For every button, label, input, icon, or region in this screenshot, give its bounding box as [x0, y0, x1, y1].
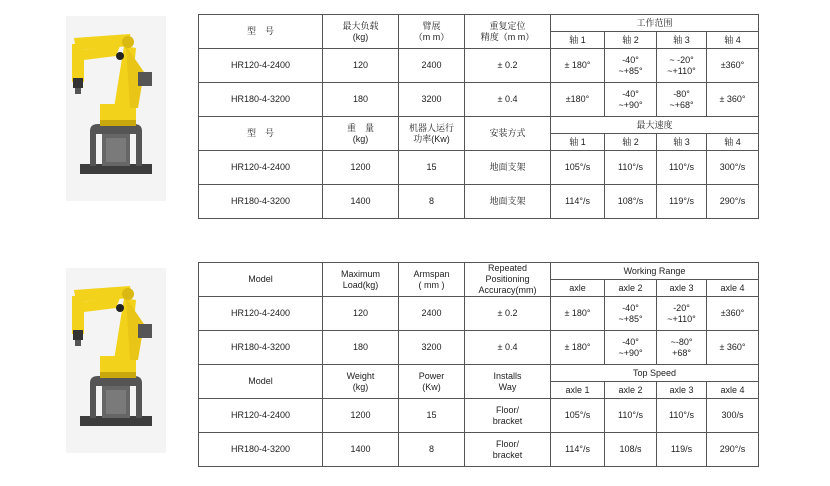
axis-header: 轴 3: [657, 32, 707, 49]
axis-header: 轴 3: [657, 134, 707, 151]
speed-cell: 300°/s: [707, 151, 759, 185]
axis-cell: -80° ~+68°: [657, 83, 707, 117]
table-row: [199, 185, 759, 219]
install-header: Installs Way: [465, 365, 551, 399]
palletizing-robot-image-top: [66, 16, 166, 201]
axis-cell: ± 180°: [551, 297, 605, 331]
speed-cell: 290°/s: [707, 433, 759, 467]
max-load-header: Maximum Load(kg): [323, 263, 399, 297]
accuracy-cell: ± 0.2: [465, 49, 551, 83]
speed-cell: 119/s: [657, 433, 707, 467]
load-cell: 120: [323, 49, 399, 83]
speed-cell: 290°/s: [707, 185, 759, 219]
speed-cell: 105°/s: [551, 151, 605, 185]
power-header: Power (Kw): [399, 365, 465, 399]
table-row: [199, 83, 759, 117]
axis-cell: ±180°: [551, 83, 605, 117]
power-cell: 8: [399, 433, 465, 467]
power-cell: 15: [399, 151, 465, 185]
axis-header: 轴 2: [605, 32, 657, 49]
axis-cell: -40° ~+90°: [605, 83, 657, 117]
working-range-header: Working Range: [551, 263, 759, 280]
install-cell: 地面支架: [465, 151, 551, 185]
weight-cell: 1200: [323, 151, 399, 185]
model-cell: HR120-4-2400: [199, 49, 323, 83]
axis-header: axle 2: [605, 382, 657, 399]
speed-cell: 110°/s: [605, 151, 657, 185]
model-cell: HR120-4-2400: [199, 151, 323, 185]
armspan-header: Armspan ( mm ): [399, 263, 465, 297]
top-speed-header: 最大速度: [551, 117, 759, 134]
axis-header: 轴 1: [551, 134, 605, 151]
accuracy-cell: ± 0.2: [465, 297, 551, 331]
working-range-header: 工作范围: [551, 15, 759, 32]
header-row: [199, 117, 759, 134]
weight-header: 重 量 (kg): [323, 117, 399, 151]
axis-cell: ± 360°: [707, 83, 759, 117]
install-cell: 地面支架: [465, 185, 551, 219]
model-cell: HR180-4-3200: [199, 433, 323, 467]
model-cell: HR180-4-3200: [199, 185, 323, 219]
armspan-header: 臂展 （m m）: [399, 15, 465, 49]
table-row: [199, 399, 759, 433]
axis-cell: ± 180°: [551, 49, 605, 83]
table-row: [199, 433, 759, 467]
model-header: 型 号: [199, 117, 323, 151]
axis-cell: ± 360°: [707, 331, 759, 365]
axis-header: 轴 1: [551, 32, 605, 49]
table-row: [199, 49, 759, 83]
axis-cell: ~-80° +68°: [657, 331, 707, 365]
model-header: Model: [199, 263, 323, 297]
weight-cell: 1400: [323, 433, 399, 467]
axis-header: 轴 4: [707, 134, 759, 151]
speed-cell: 110°/s: [657, 399, 707, 433]
speed-cell: 110°/s: [657, 151, 707, 185]
axis-header: axle 4: [707, 382, 759, 399]
header-row: [199, 365, 759, 382]
axis-header: axle 3: [657, 382, 707, 399]
weight-cell: 1200: [323, 399, 399, 433]
speed-cell: 114°/s: [551, 185, 605, 219]
armspan-cell: 2400: [399, 49, 465, 83]
axis-cell: -40° ~+90°: [605, 331, 657, 365]
max-load-header: 最大负载 (kg): [323, 15, 399, 49]
model-cell: HR120-4-2400: [199, 399, 323, 433]
install-cell: Floor/ bracket: [465, 433, 551, 467]
header-row: [199, 15, 759, 32]
palletizing-robot-image-bottom: [66, 268, 166, 453]
armspan-cell: 3200: [399, 331, 465, 365]
install-header: 安装方式: [465, 117, 551, 151]
spec-table-chinese: [198, 14, 759, 219]
speed-cell: 108°/s: [605, 185, 657, 219]
axis-header: axle 3: [657, 280, 707, 297]
model-header: 型 号: [199, 15, 323, 49]
axis-cell: -40° ~+85°: [605, 49, 657, 83]
axis-cell: ±360°: [707, 49, 759, 83]
speed-cell: 105°/s: [551, 399, 605, 433]
power-header: 机器人运行 功率(Kw): [399, 117, 465, 151]
weight-cell: 1400: [323, 185, 399, 219]
armspan-cell: 3200: [399, 83, 465, 117]
spec-table-english: [198, 262, 759, 467]
table-row: [199, 331, 759, 365]
axis-header: axle: [551, 280, 605, 297]
speed-cell: 108/s: [605, 433, 657, 467]
axis-header: axle 2: [605, 280, 657, 297]
load-cell: 120: [323, 297, 399, 331]
table-row: [199, 151, 759, 185]
table-row: [199, 297, 759, 331]
axis-cell: -20° ~+110°: [657, 297, 707, 331]
axis-cell: ±360°: [707, 297, 759, 331]
speed-cell: 114°/s: [551, 433, 605, 467]
axis-header: axle 1: [551, 382, 605, 399]
axis-cell: ± 180°: [551, 331, 605, 365]
accuracy-cell: ± 0.4: [465, 331, 551, 365]
axis-header: 轴 2: [605, 134, 657, 151]
header-row: [199, 263, 759, 280]
model-header: Model: [199, 365, 323, 399]
armspan-cell: 2400: [399, 297, 465, 331]
speed-cell: 300/s: [707, 399, 759, 433]
power-cell: 8: [399, 185, 465, 219]
axis-header: 轴 4: [707, 32, 759, 49]
accuracy-cell: ± 0.4: [465, 83, 551, 117]
accuracy-header: Repeated Positioning Accuracy(mm): [465, 263, 551, 297]
load-cell: 180: [323, 331, 399, 365]
axis-cell: ~ -20° ~+110°: [657, 49, 707, 83]
top-speed-header: Top Speed: [551, 365, 759, 382]
install-cell: Floor/ bracket: [465, 399, 551, 433]
accuracy-header: 重复定位 精度（m m）: [465, 15, 551, 49]
power-cell: 15: [399, 399, 465, 433]
model-cell: HR180-4-3200: [199, 331, 323, 365]
speed-cell: 119°/s: [657, 185, 707, 219]
axis-header: axle 4: [707, 280, 759, 297]
axis-cell: -40° ~+85°: [605, 297, 657, 331]
speed-cell: 110°/s: [605, 399, 657, 433]
load-cell: 180: [323, 83, 399, 117]
model-cell: HR180-4-3200: [199, 83, 323, 117]
weight-header: Weight (kg): [323, 365, 399, 399]
model-cell: HR120-4-2400: [199, 297, 323, 331]
